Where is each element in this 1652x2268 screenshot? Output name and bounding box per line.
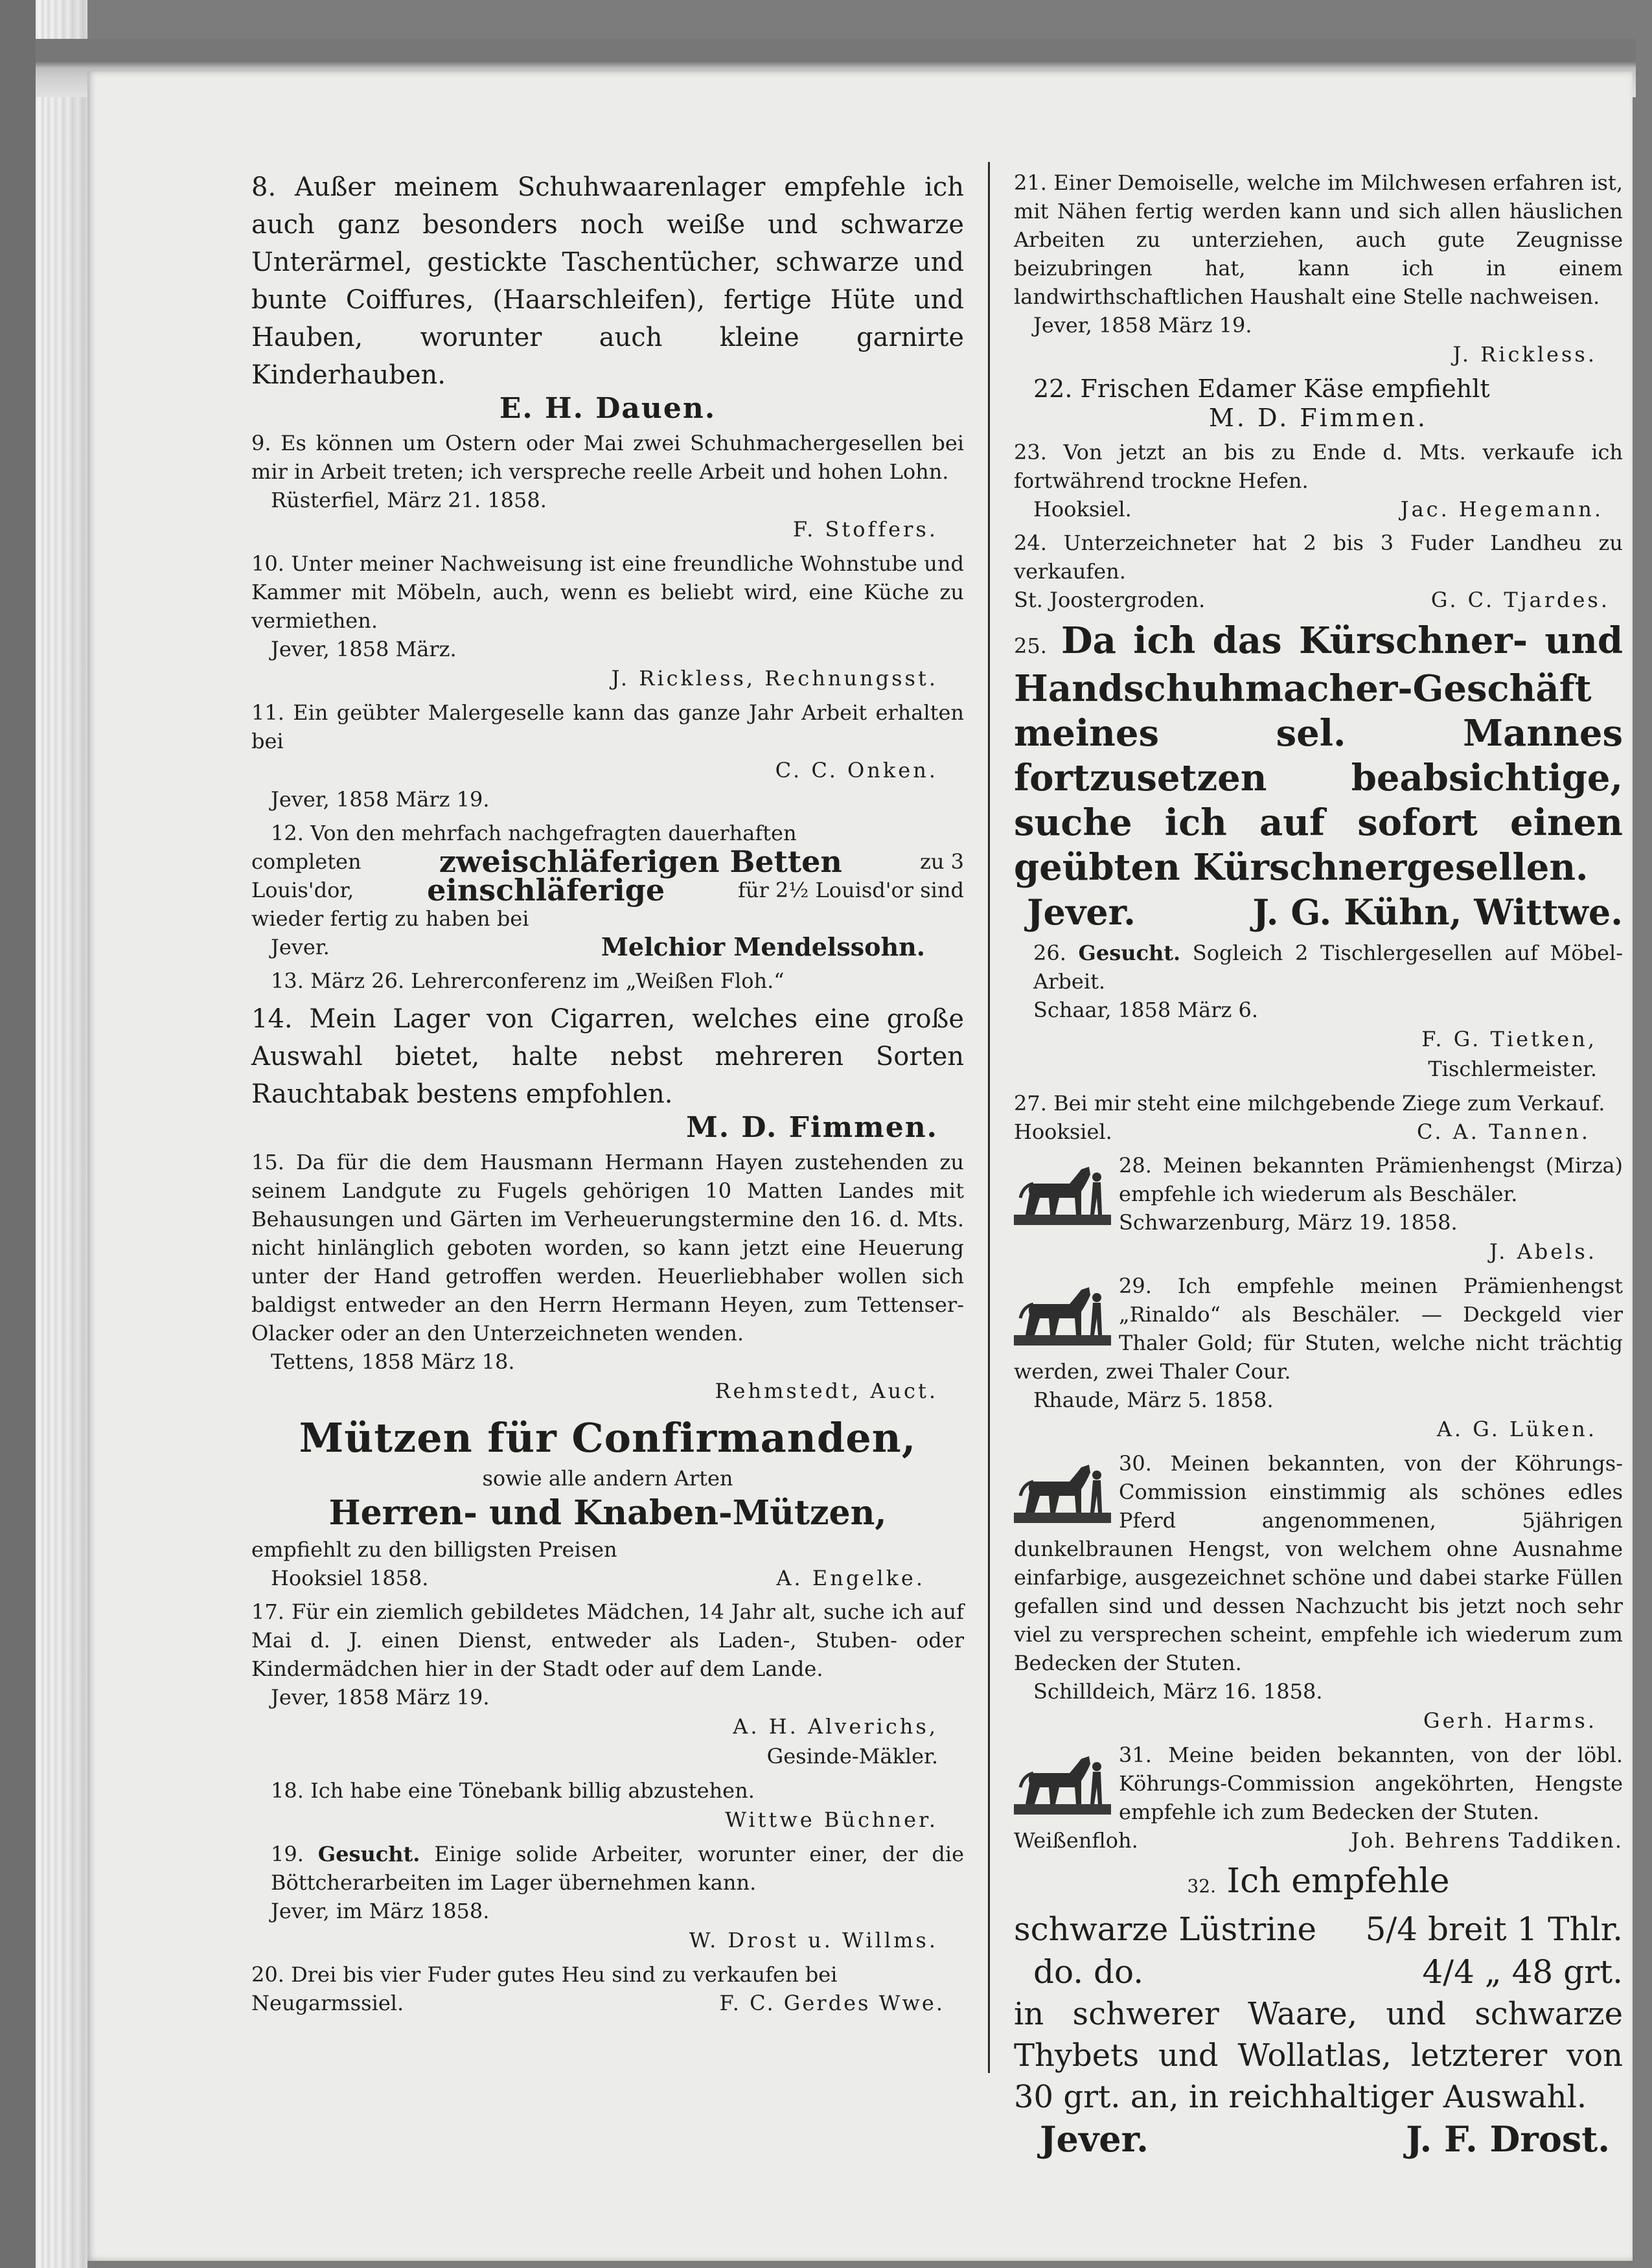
ad-text: 10. Unter meiner Nachweisung ist eine freundliche Wohnstube und Kammer mit Möbeln, auch, wenn es beliebt wird, eine Küche zu vermiethen. [251, 551, 964, 633]
ad-signature: Jac. Hegemann. [1400, 497, 1603, 521]
ad-25 [1014, 619, 1623, 934]
ad-place: Jever, 1858 März 19. [1033, 313, 1252, 338]
ad-signature: C. A. Tannen. [1416, 1119, 1590, 1144]
ad-signature: A. G. Lüken. [1436, 1417, 1597, 1441]
ad-28 [1014, 1151, 1623, 1266]
ad-text: 28. Meinen bekannten Prämienhengst (Mirza) empfehle ich wiederum als Beschäler. [1119, 1153, 1623, 1206]
ad-body: Da ich das Kürschner- und Handschuhmacher-Geschäft meines sel. Mannes fortzusetzen beabsichtige, suche ich auf sofort einen geübten Kürschnergesellen. [1014, 619, 1623, 889]
ad-17 [251, 1598, 964, 1771]
ad-15 [251, 1148, 964, 1406]
horse-woodcut-icon [1014, 1745, 1111, 1816]
ad-signature: A. Engelke. [776, 1566, 925, 1590]
ad-signature-line [1014, 1826, 1623, 1855]
ad-number: 26. [1033, 941, 1066, 965]
ad-signature-line [251, 1989, 964, 2017]
ad-place: Jever, 1858 März 19. [271, 787, 490, 812]
ad-text: 11. Ein geübter Malergeselle kann das ganze Jahr Arbeit erhalten bei [251, 700, 964, 753]
ad-18 [251, 1776, 964, 1835]
ad-subline: sowie alle andern Arten [482, 1466, 733, 1491]
ad-place: Schwarzenburg, März 19. 1858. [1119, 1210, 1458, 1235]
ad-text: 9. Es können um Ostern oder Mai zwei Schuhmachergesellen bei mir in Arbeit treten; ich verspreche reelle Arbeit und hohen Lohn. [251, 431, 964, 484]
ad-text [1014, 619, 1623, 891]
ad-price: 4/4 „ 48 grt. [1422, 1953, 1623, 1991]
ad-signature: F. Stoffers. [792, 517, 938, 542]
ad-place: Rhaude, März 5. 1858. [1033, 1388, 1274, 1412]
ad-place: Jever. [1027, 891, 1136, 933]
ad-text: in schwerer Waare, und schwarze Thybets und Wollatlas, letzterer von 30 grt. an, in reichhaltiger Auswahl. [1014, 1996, 1623, 2115]
ad-place: Rüsterfiel, März 21. 1858. [271, 488, 547, 512]
ad-text: empfiehlt zu den billigsten Preisen [251, 1537, 617, 1562]
ad-keyword: Gesucht. [317, 1842, 420, 1866]
ad-signature: M. D. Fimmen. [1209, 404, 1428, 432]
ad-text-part: für 2½ Louisd'or sind [737, 878, 964, 902]
ad-place: Schilldeich, März 16. 1858. [1033, 1679, 1323, 1704]
ad-text: 13. März 26. Lehrerconferenz im „Weißen Floh.“ [271, 968, 785, 993]
ad-place: Jever, im März 1858. [271, 1899, 490, 1923]
ad-text [251, 1840, 964, 1897]
ad-11 [251, 698, 964, 814]
ad-headline [1014, 1860, 1623, 1908]
ad-22 [1014, 374, 1623, 433]
ad-place: Jever, 1858 März. [271, 637, 457, 661]
ad-subheadline: Herren- und Knaben-Mützen, [328, 1493, 887, 1533]
ad-signature: G. C. Tjardes. [1430, 588, 1610, 612]
ad-signature-line [1014, 495, 1623, 523]
ad-place: Jever. [1040, 2118, 1149, 2160]
ad-14 [251, 1000, 964, 1143]
ad-29 [1014, 1272, 1623, 1444]
ad-place: Hooksiel. [1033, 497, 1132, 521]
ad-text: 17. Für ein ziemlich gebildetes Mädchen, 14 Jahr alt, suche ich auf Mai d. J. einen Dienst, entweder als Laden-, Stuben- oder Kindermädchen hier in der Stadt oder auf dem Lande. [251, 1599, 964, 1681]
column-divider [988, 162, 990, 2073]
ad-line [251, 873, 964, 908]
ad-headline: Mützen für Confirmanden, [299, 1414, 917, 1461]
ad-signature-line [251, 1564, 964, 1592]
ad-place: Hooksiel 1858. [271, 1566, 429, 1590]
ad-text-part: completen [251, 849, 361, 874]
horse-woodcut-icon [1014, 1155, 1111, 1226]
ad-signature-line [1014, 891, 1623, 934]
ad-line [251, 844, 964, 879]
ad-line: wieder fertig zu haben bei [251, 906, 529, 931]
ad-signature: Joh. Behrens Taddiken. [1351, 1828, 1623, 1853]
ad-place: Hooksiel. [1014, 1119, 1112, 1144]
ad-signature: F. G. Tietken, [1421, 1027, 1597, 1051]
horse-woodcut-icon [1014, 1276, 1111, 1347]
ad-signature: Gerh. Harms. [1423, 1708, 1597, 1733]
ad-signature: J. Rickless, Rechnungsst. [611, 666, 938, 691]
ad-place: Jever. [271, 935, 330, 959]
ad-signature-title: Gesinde-Mäkler. [766, 1744, 938, 1769]
ad-signature: J. Abels. [1489, 1239, 1597, 1264]
ad-line: 12. Von den mehrfach nachgefragten dauerhaften [271, 821, 797, 845]
ad-21 [1014, 168, 1623, 369]
ad-number: 32. [1187, 1875, 1217, 1897]
ad-text: 22. Frischen Edamer Käse empfiehlt [1033, 374, 1490, 403]
ad-text: 24. Unterzeichneter hat 2 bis 3 Fuder Landheu zu verkaufen. [1014, 531, 1623, 584]
ad-text: 29. Ich empfehle meinen Prämienhengst „Rinaldo“ als Beschäler. — Deckgeld vier Thaler Gold; für Stuten, welche nicht trächtig werden, zwei Thaler Cour. [1014, 1274, 1623, 1384]
ad-signature-line [1014, 1117, 1623, 1146]
ad-10 [251, 549, 964, 693]
ad-text-part: Louis'dor, [251, 878, 354, 902]
ad-keyword: Gesucht. [1078, 941, 1181, 965]
ad-13 [251, 967, 964, 995]
ad-23 [1014, 438, 1623, 523]
horse-woodcut-icon [1014, 1453, 1111, 1524]
ad-24 [1014, 529, 1623, 614]
ad-signature-line [1014, 586, 1623, 614]
ad-signature: F. C. Gerdes Wwe. [719, 1991, 945, 2015]
ad-text-part: zu 3 [919, 849, 964, 874]
ad-signature-title: Tischlermeister. [1428, 1057, 1597, 1081]
ad-signature: M. D. Fimmen. [686, 1111, 938, 1144]
ad-text [1014, 939, 1623, 996]
ad-31 [1014, 1741, 1623, 1855]
ad-text: 14. Mein Lager von Cigarren, welches eine große Auswahl bietet, halte nebst mehreren Sorten Rauchtabak bestens empfohlen. [251, 1004, 964, 1109]
ad-signature: W. Drost u. Willms. [689, 1928, 938, 1953]
ad-signature-line [251, 933, 964, 961]
ad-signature: Rehmstedt, Auct. [715, 1379, 938, 1403]
ad-signature-line [1014, 2118, 1623, 2160]
ad-signature: E. H. Dauen. [499, 392, 717, 425]
ad-highlight: einschläferige [427, 873, 665, 908]
ad-text: 8. Außer meinem Schuhwaarenlager empfehle ich auch ganz besonders noch weiße und schwarze Unterärmel, gestickte Taschentücher, schwarze und bunte Coiffures, (Haarschleifen), fertige Hüte und Hauben, worunter auch kleine garnirte Kinderhauben. [251, 172, 964, 390]
ad-number: 25. [1014, 634, 1047, 658]
ad-12 [251, 819, 964, 961]
ad-32 [1014, 1860, 1623, 2160]
ad-8 [251, 168, 964, 424]
ad-place: Neugarmssiel. [251, 1991, 404, 2015]
ad-place: Weißenfloh. [1014, 1828, 1138, 1853]
ad-9 [251, 429, 964, 544]
ad-place: Schaar, 1858 März 6. [1033, 998, 1259, 1022]
ad-body: Einige solide Arbeiter, worunter einer, der die Böttcherarbeiten im Lager übernehmen kann. [271, 1842, 965, 1895]
ad-20 [251, 1960, 964, 2017]
right-column [1014, 168, 1623, 2166]
ad-text: 21. Einer Demoiselle, welche im Milchwesen erfahren ist, mit Nähen fertig werden kann und sich allen häuslichen Arbeiten zu unterziehen, auch gute Zeugnisse beizubringen hat, kann ich in einem landwirthschaftlichen Haushalt eine Stelle nachweisen. [1014, 170, 1623, 309]
left-column [251, 168, 964, 2022]
ad-item: do. do. [1033, 1953, 1144, 1991]
ad-highlight: zweischläferigen Betten [439, 844, 842, 879]
ad-text: 30. Meinen bekannten, von der Köhrungs-Commission einstimmig als schönes edles Pferd angenommenen, 5jährigen dunkelbraunen Hengst, von welchem ohne Ausnahme einfarbige, ausgezeichnet schöne und dabei starke Füllen gefallen sind und dessen Nachzucht bis jetzt noch sehr viel zu versprechen scheint, empfehle ich wiederum zum Bedecken der Stuten. [1014, 1451, 1623, 1675]
ad-30 [1014, 1449, 1623, 1735]
book-page-edges [0, 0, 87, 2268]
ad-signature: Wittwe Büchner. [725, 1807, 938, 1832]
ad-26 [1014, 939, 1623, 1084]
ad-number: 19. [271, 1842, 304, 1866]
ad-place: Jever, 1858 März 19. [271, 1685, 490, 1710]
ad-text: 27. Bei mir steht eine milchgebende Ziege zum Verkauf. [1014, 1091, 1605, 1116]
ad-place: Tettens, 1858 März 18. [271, 1349, 515, 1374]
ad-signature: J. G. Kühn, Wittwe. [1252, 891, 1623, 933]
ad-signature: C. C. Onken. [775, 758, 938, 783]
ad-text: 23. Von jetzt an bis zu Ende d. Mts. verkaufe ich fortwährend trockne Hefen. [1014, 440, 1623, 493]
ad-body: Sogleich 2 Tischlergesellen auf Möbel-Arbeit. [1033, 941, 1623, 994]
ad-price-row [1014, 1951, 1623, 1993]
ad-16 [251, 1411, 964, 1592]
ad-signature: A. H. Alverichs, [733, 1714, 938, 1739]
ad-19 [251, 1840, 964, 1955]
ad-text: 20. Drei bis vier Fuder gutes Heu sind zu verkaufen bei [251, 1962, 838, 1987]
ad-27 [1014, 1089, 1623, 1146]
ad-price: 5/4 breit 1 Thlr. [1365, 1910, 1623, 1948]
ad-signature: J. F. Drost. [1406, 2118, 1610, 2160]
ad-head: Ich empfehle [1226, 1862, 1450, 1901]
ad-signature: Melchior Mendelssohn. [601, 932, 925, 961]
ad-price-row [1014, 1908, 1623, 1951]
ad-text: 31. Meine beiden bekannten, von der löbl. Köhrungs-Commission angeköhrten, Hengste empfehle ich zum Bedecken der Stuten. [1119, 1743, 1623, 1824]
ad-text: 18. Ich habe eine Tönebank billig abzustehen. [271, 1778, 755, 1803]
ad-text: 15. Da für die dem Hausmann Hermann Hayen zustehenden zu seinem Landgute zu Fugels gehörigen 10 Matten Landes mit Behausungen und Gärten im Verheuerungstermine den 16. d. Mts. nicht hinlänglich geboten worden, so kann jetzt eine Heuerung unter der Hand getroffen werden. Heuerliebhaber wollen sich baldigst entweder an den Herrn Hermann Heyen, zum Tettenser-Olacker oder an den Unterzeichneten wenden. [251, 1150, 964, 1346]
ad-item: schwarze Lüstrine [1014, 1910, 1317, 1948]
ad-place: St. Joostergroden. [1014, 588, 1206, 612]
ad-signature: J. Rickless. [1452, 342, 1597, 367]
